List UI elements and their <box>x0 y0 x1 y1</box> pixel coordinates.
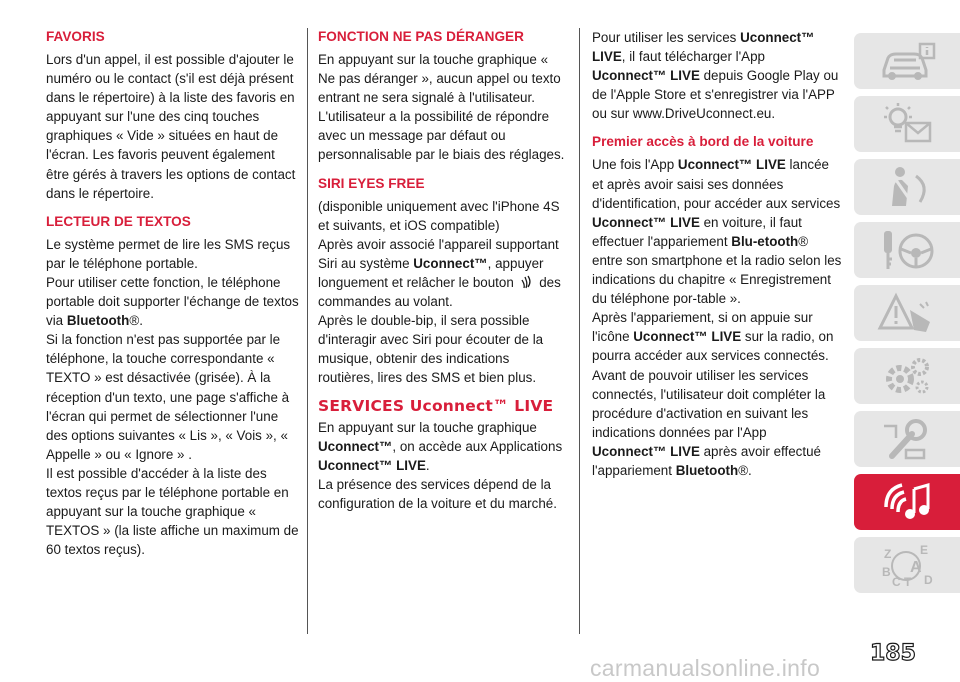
section-title-ne-pas-deranger: FONCTION NE PAS DÉRANGER <box>318 29 524 44</box>
svg-text:E: E <box>920 543 929 557</box>
paragraph: Après l'appariement, si on appuie sur l'icône Uconnect™ LIVE sur la radio, on pourra accéder aux services connectés. <box>592 310 834 364</box>
column-2 <box>318 28 568 513</box>
paragraph: Le système permet de lire les SMS reçus par le téléphone portable. <box>46 236 291 271</box>
watermark: carmanualsonline.info <box>590 655 821 681</box>
car-info-icon <box>876 38 938 84</box>
voice-command-icon <box>520 275 534 289</box>
paragraph: En appuyant sur la touche graphique « Ne pas déranger », aucun appel ou texto entrant ne sera signalé à l'utilisateur. L'utilisateur a la possibilité de répondre avec un message par défaut ou personnalisable par le biais des réglages. <box>318 52 565 163</box>
multimedia-music-icon <box>876 479 938 525</box>
section-title-siri: SIRI EYES FREE <box>318 175 425 191</box>
svg-text:A: A <box>910 559 922 576</box>
svg-text:C: C <box>892 575 901 588</box>
tab-warning-lights[interactable] <box>854 96 960 152</box>
section-title-premier-acces: Premier accès à bord de la voiture <box>592 134 814 150</box>
key-steering-wheel-icon <box>876 227 938 273</box>
paragraph: (disponible uniquement avec l'iPhone 4S et suivants, et iOS compatible) <box>318 198 560 233</box>
column-3 <box>592 28 842 480</box>
maintenance-gears-icon <box>876 353 938 399</box>
section-title-services: SERVICES Uconnect™ LIVE <box>318 396 554 415</box>
paragraph: Pour utiliser les services Uconnect™ LIVE, il faut télécharger l'App Uconnect™ LIVE depuis Google Play ou de l'Apple Store et s'enregistrer via l'APP ou sur www.DriveUconnect.eu. <box>592 30 839 122</box>
alphabetical-index-icon <box>876 542 938 588</box>
svg-text:Z: Z <box>884 547 892 561</box>
paragraph: Pour utiliser cette fonction, le téléphone portable doit supporter l'échange de textos via Bluetooth®. <box>46 274 299 329</box>
tab-maintenance[interactable] <box>854 348 960 404</box>
svg-text:T: T <box>904 575 912 588</box>
column-divider <box>307 28 308 634</box>
column-divider <box>579 28 580 634</box>
svg-text:B: B <box>882 565 891 579</box>
section-title-lecteur: LECTEUR DE TEXTOS <box>46 213 191 229</box>
technical-data-wrench-icon <box>876 416 938 462</box>
svg-text:D: D <box>924 573 933 587</box>
paragraph: Il est possible d'accéder à la liste des textos reçus par le téléphone portable en appuyant sur la touche graphique « TEXTOS » (la liste affiche un maximum de 60 textos reçus). <box>46 465 299 558</box>
seatbelt-airbag-icon <box>876 164 938 210</box>
tab-car-info[interactable] <box>854 33 960 89</box>
tab-multimedia[interactable] <box>854 474 960 530</box>
tab-starting-driving[interactable] <box>854 222 960 278</box>
paragraph: Si la fonction n'est pas supportée par le téléphone, la touche correspondante « TEXTO » est désactivée (grisée). À la réception d'un texto, une page s'affiche à l'écran qui permet de sélectionner l'une des options suivantes « Lis », « Vois », « Appelle » ou « Ignore » . <box>46 332 290 462</box>
tab-safety[interactable] <box>854 159 960 215</box>
chapter-sidebar <box>854 33 960 600</box>
paragraph: Après avoir associé l'appareil supportant Siri au système Uconnect™, appuyer longuement et relâcher le bouton des commandes au volant. <box>318 236 561 310</box>
paragraph: En appuyant sur la touche graphique Uconnect™, on accède aux Applications Uconnect™ LIVE. <box>318 419 563 473</box>
paragraph: Avant de pouvoir utiliser les services connectés, l'utilisateur doit compléter la procédure d'activation en suivant les indications données par l'App Uconnect™ LIVE après avoir effectué l'appariement Bluetooth®. <box>592 367 826 478</box>
page-number: 185 <box>870 641 916 666</box>
tab-index[interactable] <box>854 537 960 593</box>
warning-triangle-car-icon <box>876 290 938 336</box>
paragraph: Après le double-bip, il sera possible d'interagir avec Siri pour écouter de la musique, obtenir des indications routières, lires des SMS et bien plus. <box>318 313 544 386</box>
tab-technical-data[interactable] <box>854 411 960 467</box>
column-1 <box>46 28 300 559</box>
tab-emergency[interactable] <box>854 285 960 341</box>
paragraph: Lors d'un appel, il est possible d'ajouter le numéro ou le contact (s'il est déjà présent dans le répertoire) à la liste des favoris en appuyant sur l'une des cinq touches graphiques « Vide » situées en haut de l'écran. Les favoris peuvent également être gérés à travers les options de contact dans le répertoire. <box>46 52 296 201</box>
warning-lights-message-icon <box>876 101 938 147</box>
section-title-favoris: FAVORIS <box>46 29 105 44</box>
paragraph: Une fois l'App Uconnect™ LIVE lancée et après avoir saisi ses données d'identification, pour accéder aux services Uconnect™ LIVE en voiture, il faut effectuer l'appariement Blu-etooth® entre son smartphone et la radio selon les indications du chapitre « Enregistrement du téléphone por-table ». <box>592 157 842 307</box>
paragraph: La présence des services dépend de la configuration de la voiture et du marché. <box>318 476 557 511</box>
